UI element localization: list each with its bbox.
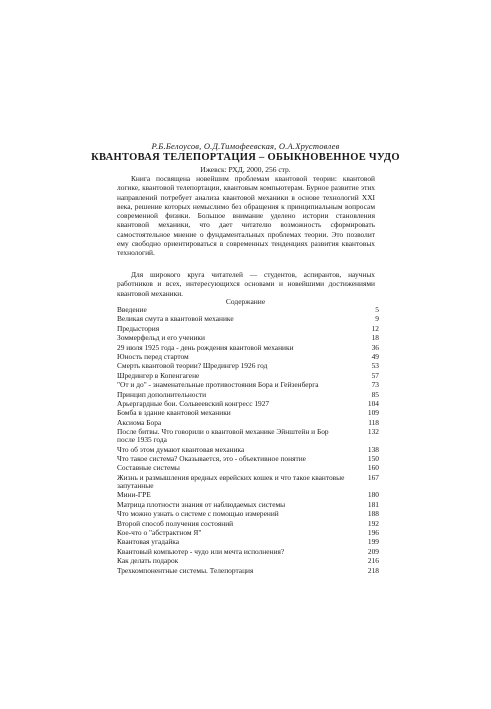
toc-entry-title: Как делать подарок — [117, 556, 179, 566]
toc-entry-title: Великая смута в квантовой механике — [117, 314, 234, 324]
toc-entry — [117, 306, 379, 314]
toc-entry — [117, 491, 379, 499]
publication-info: Ижевск: РХД, 2000, 256 стр. — [200, 165, 291, 174]
toc-entry-page: 160 — [367, 463, 379, 473]
toc-entry-title: Второй способ получения состояний — [117, 518, 234, 528]
toc-entry-title: 29 июля 1925 года - день рождения квантовой механики — [117, 342, 294, 352]
toc-entry-page: 218 — [367, 565, 379, 575]
toc-entry-title: Смерть квантовой теории? Шредингер 1926 год — [117, 361, 268, 371]
toc-entry-title: "От и до" - знаменательные противостояния Бора и Гейзенберга — [117, 380, 319, 390]
toc-entry-title: Мини-ГРЕ — [117, 490, 151, 500]
toc-entry — [117, 501, 379, 509]
toc-entry-title: Матрица плотности знания от наблюдаемых системы — [117, 499, 286, 509]
toc-entry-title: После битвы. Что говорили о квантовой механике Эйнштейн и Бор после 1935 года — [117, 427, 329, 445]
toc-entry-page: 9 — [375, 314, 379, 324]
toc-entry — [117, 464, 379, 472]
toc-entry — [117, 538, 379, 546]
toc-entry-title: Введение — [117, 305, 147, 314]
toc-entry — [117, 353, 379, 361]
toc-entry-page: 18 — [371, 333, 379, 343]
toc-entry-title: Шредингер в Копенгагене — [117, 370, 200, 380]
toc-entry-page: 36 — [371, 342, 379, 352]
toc-entry-page: 85 — [371, 389, 379, 399]
toc-entry-page: 216 — [367, 556, 379, 566]
toc-entry — [117, 362, 379, 370]
toc-entry — [117, 372, 379, 380]
toc-entry-title: Составные системы — [117, 463, 180, 473]
toc-entry — [117, 334, 379, 342]
toc-entry-page: 209 — [367, 546, 379, 556]
toc-entry — [117, 455, 379, 463]
toc-entry — [117, 510, 379, 518]
contents-heading: Содержание — [225, 297, 266, 306]
toc-entry-page: 57 — [371, 370, 379, 380]
book-abstract: Книга посвящена новейшим проблемам квантовой теории: квантовой логике, квантовой телепортации, квантовым компьютерам. Бурное развитие этих направлений потребует анализа квантовой механики в основе технологий XXI века, решение которых немыслимо без обращения к принципиальным вопросам современной физики. Большое внимание уделено истории становления квантовой механики, что дает читателю возможность сформировать самостоятельное мнение о фундаментальных проблемах теории. Это позволит ему свободно ориентироваться в современных тенденциях развития квантовых технологий. — [117, 174, 375, 258]
toc-entry-page: 73 — [371, 380, 379, 390]
book-authors: Р.Б.Белоусов, О.Д.Тимофеевская, О.А.Хрустовлев — [151, 141, 340, 151]
toc-entry-title: Трехкомпонентные системы. Телепортация — [117, 565, 254, 575]
toc-entry — [117, 409, 379, 417]
toc-entry — [117, 315, 379, 323]
toc-entry — [117, 400, 379, 408]
toc-entry-title: Зоммерфельд и его ученики — [117, 333, 205, 343]
toc-entry — [117, 557, 379, 565]
table-of-contents — [117, 306, 379, 576]
toc-entry-title: Предыстория — [117, 323, 160, 333]
toc-entry-title: Квантовая угадайка — [117, 537, 180, 547]
toc-entry — [117, 548, 379, 556]
toc-entry-page: 180 — [367, 490, 379, 500]
toc-entry-page: 192 — [367, 518, 379, 528]
toc-entry — [117, 474, 379, 490]
toc-entry-title: Что можно узнать о системе с помощью измерений — [117, 509, 279, 519]
toc-entry-title: Аксиома Бора — [117, 417, 162, 427]
toc-entry-page: 138 — [367, 444, 379, 454]
toc-entry-page: 118 — [368, 417, 379, 427]
toc-entry-title: Жизнь и размышления вредных еврейских кошек и что такое квантовые запутанные — [117, 472, 345, 491]
toc-entry-page: 49 — [371, 351, 379, 361]
toc-entry-title: Бомба в здание квантовой механики — [117, 408, 231, 418]
toc-entry-title: Арьергардные бои. Сольвеевский конгресс 1927 — [117, 398, 270, 408]
toc-entry — [117, 391, 379, 399]
toc-entry — [117, 428, 379, 444]
toc-entry — [117, 520, 379, 528]
toc-entry-page: 181 — [367, 499, 379, 509]
toc-entry — [117, 381, 379, 389]
toc-entry — [117, 446, 379, 454]
toc-entry-page: 104 — [367, 398, 379, 408]
toc-entry-page: 167 — [367, 472, 379, 482]
toc-entry — [117, 529, 379, 537]
toc-entry — [117, 344, 379, 352]
toc-entry-title: Юность перед стартом — [117, 351, 189, 361]
toc-entry-title: Принцип дополнительности — [117, 389, 207, 399]
toc-entry-page: 196 — [367, 528, 379, 537]
toc-entry-title: Квантовый компьютер - чудо или мечта исполнения? — [117, 546, 285, 556]
toc-entry-page: 12 — [371, 323, 379, 333]
toc-entry-page: 150 — [367, 454, 379, 464]
toc-entry-page: 132 — [367, 427, 379, 437]
toc-entry — [117, 419, 379, 427]
toc-entry-page: 199 — [367, 537, 379, 547]
toc-entry — [117, 325, 379, 333]
book-title: КВАНТОВАЯ ТЕЛЕПОРТАЦИЯ – ОБЫКНОВЕННОЕ ЧУДО — [91, 152, 400, 163]
toc-entry-title: Что об этом думают квантовая механика — [117, 444, 245, 454]
toc-entry-title: Что такое система? Оказывается, это - объективное понятие — [117, 454, 306, 464]
toc-entry — [117, 567, 379, 575]
toc-entry-page: 188 — [367, 509, 379, 519]
book-audience: Для широкого круга читателей — студентов, аспирантов, научных работников и всех, интересующихся основами и новейшими достижениями квантовой механики. — [117, 270, 375, 298]
toc-entry-page: 5 — [375, 305, 379, 314]
toc-entry-page: 109 — [367, 408, 379, 418]
toc-entry-title: Кое-что о "абстрактном Я" — [117, 528, 202, 537]
toc-entry-page: 53 — [371, 361, 379, 371]
